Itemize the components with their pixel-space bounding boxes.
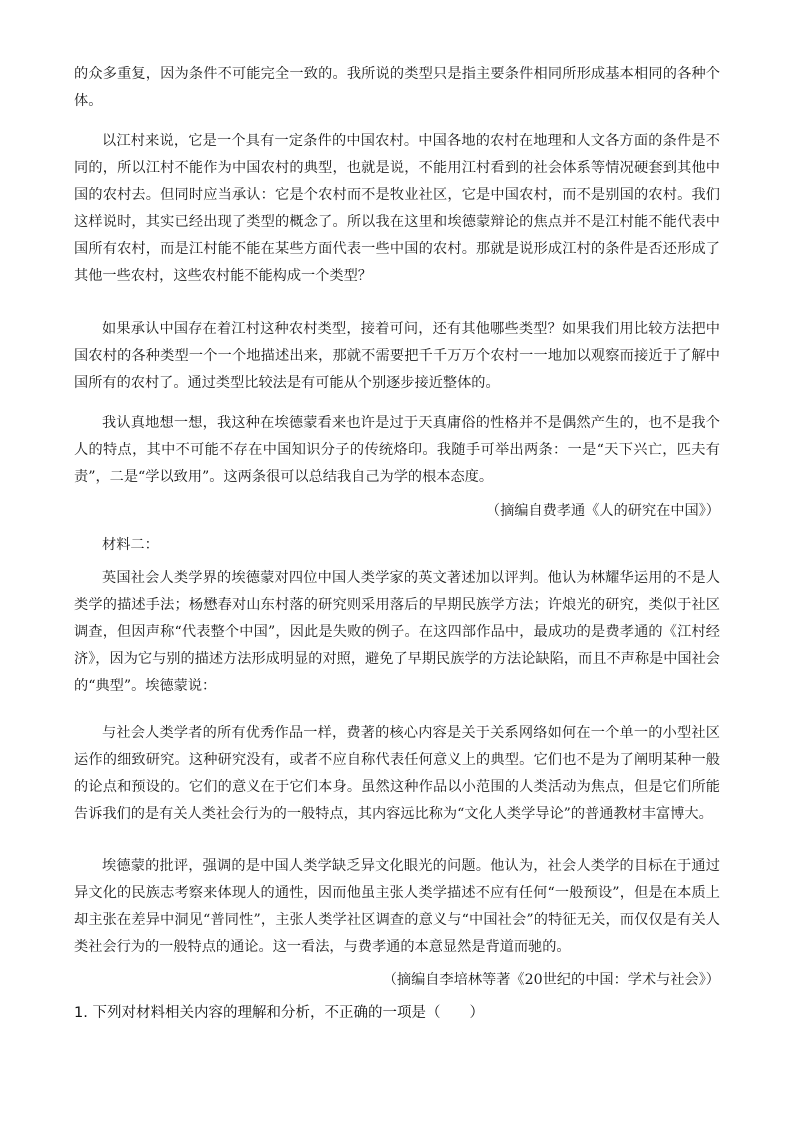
source-citation-2: （摘编自李培林等著《20世纪的中国：学术与社会》）	[382, 972, 720, 988]
question-1: 1. 下列对材料相关内容的理解和分析，不正确的一项是（ ）	[74, 1005, 484, 1021]
paragraph-type-comparison: 如果承认中国存在着江村这种农村类型，接着可问，还有其他哪些类型？如果我们用比较方法把中国农村的各种类型一个一个地描述出来，那就不需要把千千万万个农村一一地加以观察而接近于了解中国所有的农村了。通过类型比较法是有可能从个别逐步接近整体的。	[74, 321, 720, 391]
paragraph-jiangcun: 以江村来说，它是一个具有一定条件的中国农村。中国各地的农村在地理和人文各方面的条件是不同的，所以江村不能作为中国农村的典型，也就是说，不能用江村看到的社会体系等情况硬套到其他中国的农村去。但同时应当承认：它是个农村而不是牧业社区，它是中国农村，而不是别国的农村。我们这样说时，其实已经出现了类型的概念了。所以我在这里和埃德蒙辩论的焦点并不是江村能不能代表中国所有农村，而是江村能不能在某些方面代表一些中国的农村。那就是说形成江村的条件是否还形成了其他一些农村，这些农村能不能构成一个类型？	[74, 133, 720, 284]
paragraph-intellectual-tradition: 我认真地想一想，我这种在埃德蒙看来也许是过于天真庸俗的性格并不是偶然产生的，也不是我个人的特点，其中不可能不存在中国知识分子的传统烙印。我随手可举出两条：一是“天下兴亡，匹夫有责”，二是“学以致用”。这两条很可以总结我自己为学的根本态度。	[74, 415, 720, 485]
source-citation-1: （摘编自费孝通《人的研究在中国》）	[485, 503, 720, 519]
material-2-label: 材料二：	[102, 537, 159, 553]
paragraph-edmund-review: 英国社会人类学界的埃德蒙对四位中国人类学家的英文著述加以评判。他认为林耀华运用的不是人类学的描述手法；杨懋春对山东村落的研究则采用落后的早期民族学方法；许烺光的研究，类似于社区调查，但因声称“代表整个中国”，因此是失败的例子。在这四部作品中，最成功的是费孝通的《江村经济》，因为它与别的描述方法形成明显的对照，避免了早期民族学的方法论缺陷，而且不声称是中国社会的“典型”。埃德蒙说：	[74, 570, 720, 694]
paragraph-edmund-quote: 与社会人类学者的所有优秀作品一样，费著的核心内容是关于关系网络如何在一个单一的小型社区运作的细致研究。这种研究没有，或者不应自称代表任何意义上的典型。它们也不是为了阐明某种一般的论点和预设的。它们的意义在于它们本身。虽然这种作品以小范围的人类活动为焦点，但是它们所能告诉我们的是有关人类社会行为的一般特点，其内容远比称为“文化人类学导论”的普通教材丰富博大。	[74, 725, 720, 822]
paragraph-continued: 的众多重复，因为条件不可能完全一致的。我所说的类型只是指主要条件相同所形成基本相同的各种个体。	[74, 66, 720, 109]
paragraph-critique: 埃德蒙的批评，强调的是中国人类学缺乏异文化眼光的问题。他认为，社会人类学的目标在于通过异文化的民族志考察来体现人的通性，因而他虽主张人类学描述不应有任何“一般预设”，但是在本质上却主张在差异中洞见“普同性”，主张人类学社区调查的意义与“中国社会”的特征无关，而仅仅是有关人类社会行为的一般特点的通论。这一看法，与费孝通的本意显然是背道而驰的。	[74, 858, 720, 955]
